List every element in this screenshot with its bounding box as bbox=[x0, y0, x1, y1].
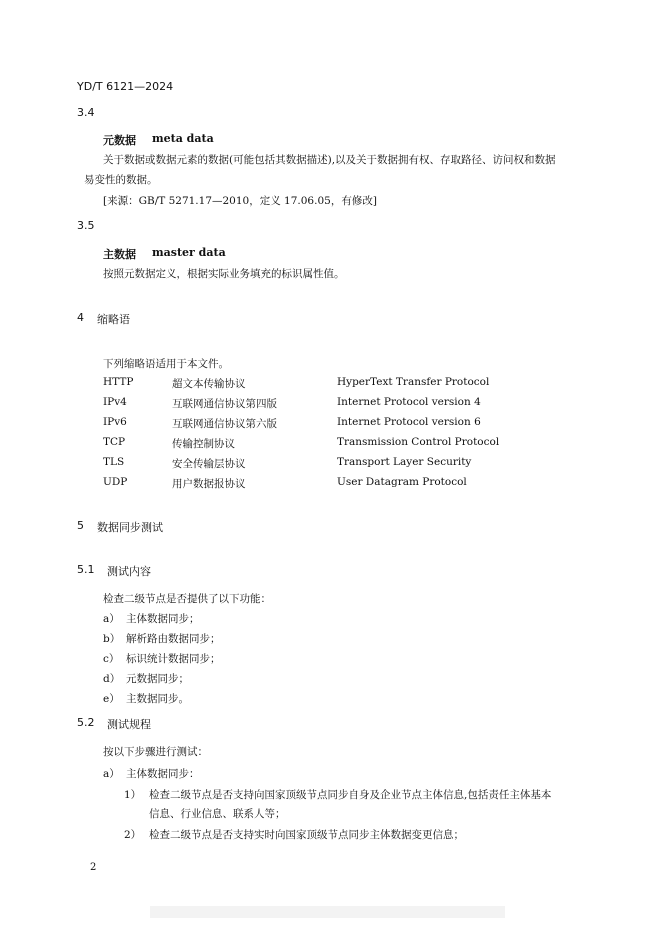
clause-3-5-term-cn: 主数据 bbox=[103, 248, 136, 261]
list-item-marker: b） bbox=[103, 633, 121, 645]
list-item-text: 元数据同步； bbox=[126, 673, 189, 685]
clause-3-5-term-en: master data bbox=[152, 246, 226, 259]
step-text-line2: 信息、行业信息、联系人等； bbox=[149, 808, 286, 820]
list-item-text: 标识统计数据同步； bbox=[126, 653, 221, 665]
abbr-code: TCP bbox=[103, 436, 126, 448]
clause-3-4-term-cn: 元数据 bbox=[103, 134, 136, 147]
clause-3-4-source: [来源：GB/T 5271.17—2010，定义 17.06.05，有修改] bbox=[103, 195, 377, 207]
abbr-english: HyperText Transfer Protocol bbox=[337, 376, 490, 388]
list-item-text: 主数据同步。 bbox=[126, 693, 189, 705]
abbr-code: IPv4 bbox=[103, 396, 127, 408]
section-5-2-intro: 按以下步骤进行测试： bbox=[103, 746, 208, 758]
section-5-title: 数据同步测试 bbox=[97, 521, 163, 534]
abbr-chinese: 互联网通信协议第四版 bbox=[172, 398, 277, 410]
page-number: 2 bbox=[90, 862, 97, 873]
section-5-2-title: 测试规程 bbox=[107, 718, 151, 731]
section-5-2-number: 5.2 bbox=[77, 716, 95, 729]
abbr-code: HTTP bbox=[103, 376, 134, 388]
list-item-text: 解析路由数据同步； bbox=[126, 633, 221, 645]
clause-3-4-number: 3.4 bbox=[77, 106, 95, 119]
clause-3-5-definition: 按照元数据定义，根据实际业务填充的标识属性值。 bbox=[103, 268, 345, 280]
list-item-text: 主体数据同步； bbox=[126, 613, 200, 625]
step-text-line1: 检查二级节点是否支持向国家顶级节点同步自身及企业节点主体信息,包括责任主体基本 bbox=[149, 789, 552, 801]
abbr-english: Internet Protocol version 6 bbox=[337, 416, 481, 428]
clause-3-4-definition-line2: 易变性的数据。 bbox=[84, 174, 158, 186]
section-5-number: 5 bbox=[77, 519, 84, 532]
document-code: YD/T 6121—2024 bbox=[77, 80, 174, 93]
abbr-english: User Datagram Protocol bbox=[337, 476, 467, 488]
section-4-title: 缩略语 bbox=[97, 313, 130, 326]
clause-3-5-number: 3.5 bbox=[77, 219, 95, 232]
abbr-code: TLS bbox=[103, 456, 125, 468]
section-4-number: 4 bbox=[77, 311, 84, 324]
list-item-marker: a） bbox=[103, 768, 120, 780]
section-5-1-intro: 检查二级节点是否提供了以下功能： bbox=[103, 593, 271, 605]
abbr-english: Transmission Control Protocol bbox=[337, 436, 500, 448]
abbr-english: Transport Layer Security bbox=[337, 456, 472, 468]
abbr-chinese: 安全传输层协议 bbox=[172, 458, 246, 470]
abbr-chinese: 互联网通信协议第六版 bbox=[172, 418, 277, 430]
list-item-marker: d） bbox=[103, 673, 121, 685]
list-item-marker: c） bbox=[103, 653, 120, 665]
list-item-text: 主体数据同步： bbox=[126, 768, 200, 780]
abbr-english: Internet Protocol version 4 bbox=[337, 396, 481, 408]
clause-3-4-definition-line1: 关于数据或数据元素的数据(可能包括其数据描述),以及关于数据拥有权、存取路径、访问权和数据 bbox=[103, 154, 556, 166]
abbr-chinese: 传输控制协议 bbox=[172, 438, 235, 450]
section-4-intro: 下列缩略语适用于本文件。 bbox=[103, 358, 229, 370]
abbr-code: IPv6 bbox=[103, 416, 127, 428]
abbr-chinese: 超文本传输协议 bbox=[172, 378, 246, 390]
list-item-marker: e） bbox=[103, 693, 120, 705]
watermark-strip bbox=[150, 906, 505, 918]
abbr-chinese: 用户数据报协议 bbox=[172, 478, 246, 490]
abbr-code: UDP bbox=[103, 476, 128, 488]
list-item-marker: a） bbox=[103, 613, 120, 625]
section-5-1-title: 测试内容 bbox=[107, 565, 151, 578]
step-marker: 1） bbox=[124, 789, 142, 801]
step-text-line1: 检查二级节点是否支持实时向国家顶级节点同步主体数据变更信息； bbox=[149, 829, 464, 841]
step-marker: 2） bbox=[124, 829, 142, 841]
section-5-1-number: 5.1 bbox=[77, 563, 95, 576]
clause-3-4-term-en: meta data bbox=[152, 132, 214, 145]
